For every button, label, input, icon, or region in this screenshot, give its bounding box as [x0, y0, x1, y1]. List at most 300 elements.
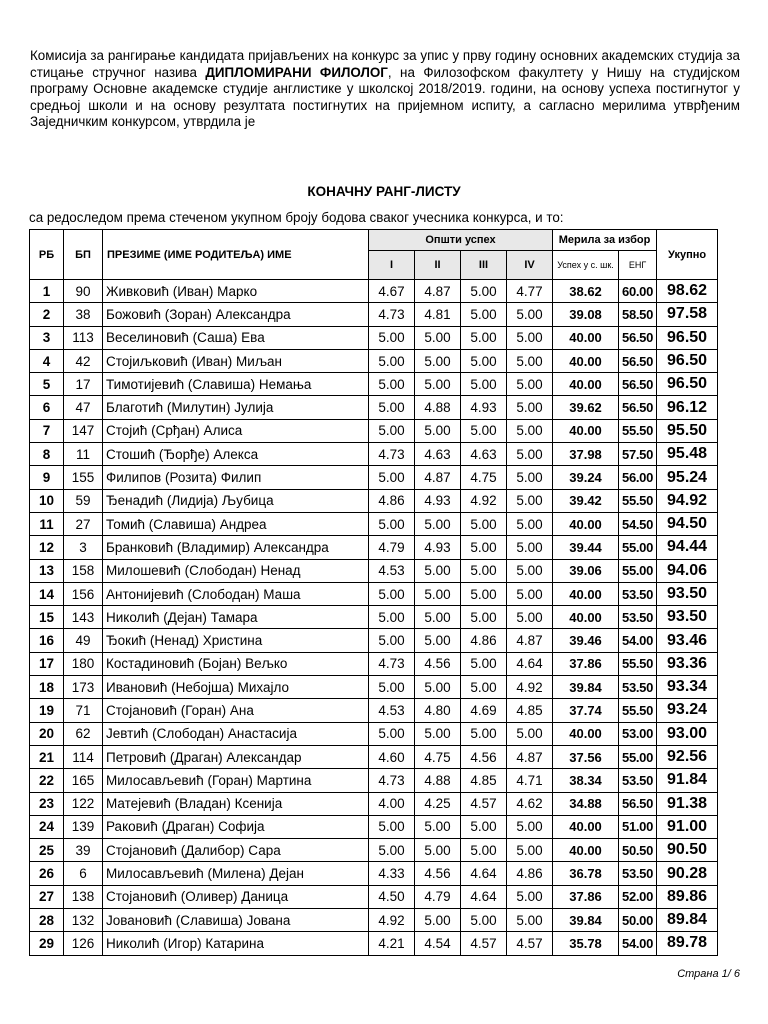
grade-4-cell: 5.00: [507, 606, 553, 629]
table-row: [30, 862, 718, 885]
grade-4-cell: 5.00: [507, 885, 553, 908]
rank-cell: 6: [30, 396, 64, 419]
grade-2-cell: 4.93: [415, 489, 461, 512]
total-cell: 94.44: [657, 536, 718, 559]
table-row: [30, 932, 718, 955]
bp-cell: 165: [64, 769, 103, 792]
grade-3-cell: 4.85: [461, 769, 507, 792]
school-success-cell: 40.00: [553, 582, 619, 605]
eng-cell: 57.50: [619, 443, 657, 466]
grade-1-cell: 4.79: [369, 536, 415, 559]
name-cell: Петровић (Драган) Александар: [103, 745, 369, 768]
eng-cell: 56.50: [619, 792, 657, 815]
header-bp: БП: [64, 230, 103, 280]
bp-cell: 158: [64, 559, 103, 582]
grade-1-cell: 4.73: [369, 443, 415, 466]
rank-cell: 26: [30, 862, 64, 885]
grade-1-cell: 4.53: [369, 559, 415, 582]
name-cell: Стошић (Ђорђе) Алекса: [103, 443, 369, 466]
total-cell: 89.86: [657, 885, 718, 908]
name-cell: Бранковић (Владимир) Александра: [103, 536, 369, 559]
grade-3-cell: 5.00: [461, 349, 507, 372]
school-success-cell: 38.34: [553, 769, 619, 792]
grade-2-cell: 4.56: [415, 652, 461, 675]
header-total: Укупно: [657, 230, 718, 280]
eng-cell: 54.00: [619, 932, 657, 955]
school-success-cell: 34.88: [553, 792, 619, 815]
name-cell: Милосављевић (Горан) Мартина: [103, 769, 369, 792]
rank-cell: 2: [30, 303, 64, 326]
eng-cell: 51.00: [619, 815, 657, 838]
total-cell: 96.12: [657, 396, 718, 419]
grade-1-cell: 4.00: [369, 792, 415, 815]
total-cell: 90.28: [657, 862, 718, 885]
school-success-cell: 39.24: [553, 466, 619, 489]
total-cell: 96.50: [657, 326, 718, 349]
school-success-cell: 39.42: [553, 489, 619, 512]
grade-2-cell: 4.54: [415, 932, 461, 955]
bp-cell: 38: [64, 303, 103, 326]
bp-cell: 49: [64, 629, 103, 652]
grade-1-cell: 4.73: [369, 303, 415, 326]
eng-cell: 55.50: [619, 699, 657, 722]
rank-cell: 24: [30, 815, 64, 838]
bp-cell: 138: [64, 885, 103, 908]
eng-cell: 53.00: [619, 722, 657, 745]
degree-title: ДИПЛОМИРАНИ ФИЛОЛОГ: [205, 64, 388, 80]
grade-4-cell: 4.64: [507, 652, 553, 675]
intro-text-before: Комисија за рангирање кандидата пријављених на конкурс за упис у прву годину основних академских студија за стицање стручног назива: [30, 48, 740, 80]
grade-4-cell: 5.00: [507, 536, 553, 559]
bp-cell: 155: [64, 466, 103, 489]
header-grade-1: I: [369, 251, 415, 280]
grade-4-cell: 5.00: [507, 909, 553, 932]
table-row: [30, 396, 718, 419]
name-cell: Николић (Игор) Катарина: [103, 932, 369, 955]
grade-4-cell: 5.00: [507, 489, 553, 512]
rank-cell: 1: [30, 280, 64, 303]
bp-cell: 47: [64, 396, 103, 419]
table-row: [30, 536, 718, 559]
grade-2-cell: 4.80: [415, 699, 461, 722]
bp-cell: 6: [64, 862, 103, 885]
eng-cell: 53.50: [619, 769, 657, 792]
grade-1-cell: 4.50: [369, 885, 415, 908]
grade-2-cell: 5.00: [415, 419, 461, 442]
grade-4-cell: 4.57: [507, 932, 553, 955]
table-row: [30, 745, 718, 768]
grade-1-cell: 5.00: [369, 326, 415, 349]
school-success-cell: 40.00: [553, 326, 619, 349]
page-number: Страна 1/ 6: [677, 968, 740, 980]
name-cell: Тимотијевић (Славиша) Немања: [103, 373, 369, 396]
bp-cell: 143: [64, 606, 103, 629]
grade-4-cell: 5.00: [507, 815, 553, 838]
rank-cell: 11: [30, 512, 64, 535]
grade-4-cell: 5.00: [507, 582, 553, 605]
table-row: [30, 466, 718, 489]
school-success-cell: 40.00: [553, 373, 619, 396]
grade-2-cell: 4.63: [415, 443, 461, 466]
grade-2-cell: 5.00: [415, 629, 461, 652]
bp-cell: 62: [64, 722, 103, 745]
grade-1-cell: 4.53: [369, 699, 415, 722]
rank-cell: 14: [30, 582, 64, 605]
grade-4-cell: 5.00: [507, 349, 553, 372]
grade-2-cell: 5.00: [415, 349, 461, 372]
grade-2-cell: 4.25: [415, 792, 461, 815]
grade-3-cell: 4.56: [461, 745, 507, 768]
rank-cell: 16: [30, 629, 64, 652]
total-cell: 91.00: [657, 815, 718, 838]
table-row: [30, 722, 718, 745]
grade-3-cell: 5.00: [461, 652, 507, 675]
rank-cell: 5: [30, 373, 64, 396]
bp-cell: 180: [64, 652, 103, 675]
name-cell: Стојић (Срђан) Алиса: [103, 419, 369, 442]
grade-2-cell: 5.00: [415, 839, 461, 862]
bp-cell: 71: [64, 699, 103, 722]
grade-3-cell: 4.86: [461, 629, 507, 652]
grade-1-cell: 5.00: [369, 466, 415, 489]
bp-cell: 156: [64, 582, 103, 605]
bp-cell: 173: [64, 676, 103, 699]
school-success-cell: 39.84: [553, 909, 619, 932]
rank-cell: 19: [30, 699, 64, 722]
eng-cell: 56.50: [619, 349, 657, 372]
grade-1-cell: 5.00: [369, 839, 415, 862]
eng-cell: 56.50: [619, 326, 657, 349]
grade-3-cell: 5.00: [461, 280, 507, 303]
bp-cell: 59: [64, 489, 103, 512]
rank-cell: 12: [30, 536, 64, 559]
bp-cell: 126: [64, 932, 103, 955]
grade-1-cell: 5.00: [369, 606, 415, 629]
total-cell: 91.84: [657, 769, 718, 792]
school-success-cell: 35.78: [553, 932, 619, 955]
table-row: [30, 582, 718, 605]
grade-3-cell: 5.00: [461, 815, 507, 838]
school-success-cell: 39.08: [553, 303, 619, 326]
table-row: [30, 652, 718, 675]
name-cell: Стојановић (Оливер) Даница: [103, 885, 369, 908]
total-cell: 89.78: [657, 932, 718, 955]
name-cell: Стојановић (Горан) Ана: [103, 699, 369, 722]
table-row: [30, 489, 718, 512]
grade-2-cell: 5.00: [415, 512, 461, 535]
rank-cell: 25: [30, 839, 64, 862]
grade-4-cell: 4.92: [507, 676, 553, 699]
eng-cell: 53.50: [619, 862, 657, 885]
grade-4-cell: 5.00: [507, 396, 553, 419]
grade-4-cell: 5.00: [507, 326, 553, 349]
grade-3-cell: 4.57: [461, 792, 507, 815]
bp-cell: 132: [64, 909, 103, 932]
header-name: ПРЕЗИМЕ (ИМЕ РОДИТЕЉА) ИМЕ: [103, 230, 369, 280]
grade-4-cell: 5.00: [507, 722, 553, 745]
name-cell: Милошевић (Слободан) Ненад: [103, 559, 369, 582]
grade-4-cell: 4.77: [507, 280, 553, 303]
page-title: КОНАЧНУ РАНГ-ЛИСТУ: [307, 184, 461, 199]
eng-cell: 58.50: [619, 303, 657, 326]
table-row: [30, 559, 718, 582]
bp-cell: 113: [64, 326, 103, 349]
eng-cell: 53.50: [619, 676, 657, 699]
grade-3-cell: 5.00: [461, 419, 507, 442]
grade-2-cell: 4.81: [415, 303, 461, 326]
table-row: [30, 699, 718, 722]
grade-3-cell: 5.00: [461, 676, 507, 699]
bp-cell: 90: [64, 280, 103, 303]
intro-paragraph: [30, 48, 740, 131]
table-row: [30, 676, 718, 699]
header-grade-4: IV: [507, 251, 553, 280]
name-cell: Јевтић (Слободан) Анастасија: [103, 722, 369, 745]
eng-cell: 56.50: [619, 396, 657, 419]
grade-4-cell: 4.87: [507, 629, 553, 652]
table-body: [30, 280, 718, 956]
grade-3-cell: 5.00: [461, 326, 507, 349]
table-row: [30, 349, 718, 372]
grade-2-cell: 5.00: [415, 606, 461, 629]
school-success-cell: 40.00: [553, 839, 619, 862]
school-success-cell: 37.86: [553, 652, 619, 675]
bp-cell: 122: [64, 792, 103, 815]
grade-3-cell: 4.64: [461, 862, 507, 885]
header-school-success: Успех у с. шк.: [553, 251, 619, 280]
total-cell: 92.56: [657, 745, 718, 768]
school-success-cell: 39.06: [553, 559, 619, 582]
grade-1-cell: 4.73: [369, 652, 415, 675]
grade-3-cell: 5.00: [461, 909, 507, 932]
school-success-cell: 38.62: [553, 280, 619, 303]
school-success-cell: 37.56: [553, 745, 619, 768]
rank-cell: 20: [30, 722, 64, 745]
eng-cell: 55.50: [619, 419, 657, 442]
name-cell: Милосављевић (Милена) Дејан: [103, 862, 369, 885]
grade-3-cell: 4.75: [461, 466, 507, 489]
header-criteria: Мерила за избор: [553, 230, 657, 251]
grade-3-cell: 4.69: [461, 699, 507, 722]
eng-cell: 50.50: [619, 839, 657, 862]
rank-cell: 18: [30, 676, 64, 699]
eng-cell: 55.50: [619, 652, 657, 675]
school-success-cell: 37.98: [553, 443, 619, 466]
school-success-cell: 36.78: [553, 862, 619, 885]
total-cell: 94.92: [657, 489, 718, 512]
school-success-cell: 40.00: [553, 512, 619, 535]
grade-2-cell: 5.00: [415, 815, 461, 838]
grade-3-cell: 4.92: [461, 489, 507, 512]
grade-1-cell: 4.67: [369, 280, 415, 303]
ranking-table: [29, 229, 718, 956]
name-cell: Божовић (Зоран) Александра: [103, 303, 369, 326]
eng-cell: 55.00: [619, 559, 657, 582]
header-general-success: Општи успех: [369, 230, 553, 251]
total-cell: 89.84: [657, 909, 718, 932]
grade-4-cell: 5.00: [507, 303, 553, 326]
table-row: [30, 792, 718, 815]
eng-cell: 55.50: [619, 489, 657, 512]
rank-cell: 4: [30, 349, 64, 372]
grade-3-cell: 4.63: [461, 443, 507, 466]
grade-1-cell: 4.86: [369, 489, 415, 512]
grade-2-cell: 5.00: [415, 722, 461, 745]
table-row: [30, 629, 718, 652]
total-cell: 95.48: [657, 443, 718, 466]
table-row: [30, 303, 718, 326]
grade-2-cell: 4.88: [415, 396, 461, 419]
grade-1-cell: 5.00: [369, 722, 415, 745]
rank-cell: 22: [30, 769, 64, 792]
eng-cell: 54.00: [619, 629, 657, 652]
rank-cell: 23: [30, 792, 64, 815]
total-cell: 93.34: [657, 676, 718, 699]
header-grade-2: II: [415, 251, 461, 280]
grade-2-cell: 4.87: [415, 466, 461, 489]
grade-1-cell: 5.00: [369, 629, 415, 652]
grade-3-cell: 5.00: [461, 373, 507, 396]
eng-cell: 50.00: [619, 909, 657, 932]
grade-2-cell: 4.87: [415, 280, 461, 303]
name-cell: Томић (Славиша) Андреа: [103, 512, 369, 535]
rank-cell: 3: [30, 326, 64, 349]
table-row: [30, 839, 718, 862]
header-eng: ЕНГ: [619, 251, 657, 280]
grade-4-cell: 5.00: [507, 466, 553, 489]
grade-2-cell: 4.93: [415, 536, 461, 559]
rank-cell: 7: [30, 419, 64, 442]
grade-1-cell: 4.33: [369, 862, 415, 885]
table-row: [30, 815, 718, 838]
eng-cell: 52.00: [619, 885, 657, 908]
grade-2-cell: 5.00: [415, 582, 461, 605]
grade-3-cell: 5.00: [461, 536, 507, 559]
grade-2-cell: 4.79: [415, 885, 461, 908]
eng-cell: 56.50: [619, 373, 657, 396]
total-cell: 93.36: [657, 652, 718, 675]
grade-1-cell: 5.00: [369, 396, 415, 419]
name-cell: Антонијевић (Слободан) Маша: [103, 582, 369, 605]
grade-3-cell: 5.00: [461, 839, 507, 862]
grade-4-cell: 5.00: [507, 559, 553, 582]
rank-cell: 9: [30, 466, 64, 489]
header-grade-3: III: [461, 251, 507, 280]
grade-2-cell: 5.00: [415, 559, 461, 582]
name-cell: Ђокић (Ненад) Христина: [103, 629, 369, 652]
name-cell: Благотић (Милутин) Јулија: [103, 396, 369, 419]
grade-4-cell: 5.00: [507, 419, 553, 442]
grade-3-cell: 5.00: [461, 606, 507, 629]
eng-cell: 55.00: [619, 536, 657, 559]
grade-3-cell: 5.00: [461, 722, 507, 745]
list-subtitle: са редоследом према стеченом укупном броју бодова сваког учесника конкурса, и то:: [29, 210, 564, 225]
grade-1-cell: 4.73: [369, 769, 415, 792]
name-cell: Стојановић (Далибор) Сара: [103, 839, 369, 862]
bp-cell: 39: [64, 839, 103, 862]
school-success-cell: 40.00: [553, 722, 619, 745]
eng-cell: 60.00: [619, 280, 657, 303]
grade-4-cell: 5.00: [507, 373, 553, 396]
grade-2-cell: 5.00: [415, 909, 461, 932]
total-cell: 93.50: [657, 582, 718, 605]
bp-cell: 42: [64, 349, 103, 372]
bp-cell: 17: [64, 373, 103, 396]
grade-3-cell: 4.93: [461, 396, 507, 419]
table-row: [30, 909, 718, 932]
grade-1-cell: 4.60: [369, 745, 415, 768]
intro-text-after: , на Филозофском факултету у Нишу на студијском програму Основне академске студије англистике у школској 2018/2019. години, на основу успеха постигнутог у средњој школи и на основу резултата постигнутих на пријемном испиту, а сагласно мерилима утврђеним Заједничким конкурсом, утврдила је: [30, 64, 740, 130]
total-cell: 90.50: [657, 839, 718, 862]
table-row: [30, 606, 718, 629]
grade-2-cell: 5.00: [415, 373, 461, 396]
total-cell: 94.06: [657, 559, 718, 582]
name-cell: Матејевић (Владан) Ксенија: [103, 792, 369, 815]
school-success-cell: 40.00: [553, 419, 619, 442]
rank-cell: 28: [30, 909, 64, 932]
bp-cell: 3: [64, 536, 103, 559]
grade-1-cell: 4.21: [369, 932, 415, 955]
name-cell: Стојиљковић (Иван) Миљан: [103, 349, 369, 372]
grade-2-cell: 5.00: [415, 326, 461, 349]
total-cell: 93.50: [657, 606, 718, 629]
total-cell: 93.46: [657, 629, 718, 652]
name-cell: Костадиновић (Бојан) Вељко: [103, 652, 369, 675]
table-row: [30, 512, 718, 535]
school-success-cell: 40.00: [553, 349, 619, 372]
grade-1-cell: 5.00: [369, 676, 415, 699]
school-success-cell: 37.74: [553, 699, 619, 722]
grade-3-cell: 5.00: [461, 303, 507, 326]
grade-2-cell: 4.75: [415, 745, 461, 768]
total-cell: 97.58: [657, 303, 718, 326]
rank-cell: 27: [30, 885, 64, 908]
total-cell: 96.50: [657, 349, 718, 372]
bp-cell: 147: [64, 419, 103, 442]
rank-cell: 8: [30, 443, 64, 466]
table-row: [30, 885, 718, 908]
grade-3-cell: 4.57: [461, 932, 507, 955]
grade-3-cell: 4.64: [461, 885, 507, 908]
bp-cell: 11: [64, 443, 103, 466]
grade-4-cell: 4.86: [507, 862, 553, 885]
rank-cell: 17: [30, 652, 64, 675]
eng-cell: 55.00: [619, 745, 657, 768]
name-cell: Раковић (Драган) Софија: [103, 815, 369, 838]
total-cell: 93.24: [657, 699, 718, 722]
eng-cell: 54.50: [619, 512, 657, 535]
bp-cell: 114: [64, 745, 103, 768]
rank-cell: 10: [30, 489, 64, 512]
grade-4-cell: 5.00: [507, 512, 553, 535]
grade-4-cell: 4.87: [507, 745, 553, 768]
header-rb: РБ: [30, 230, 64, 280]
school-success-cell: 39.84: [553, 676, 619, 699]
grade-4-cell: 5.00: [507, 839, 553, 862]
table-row: [30, 326, 718, 349]
grade-2-cell: 4.88: [415, 769, 461, 792]
bp-cell: 139: [64, 815, 103, 838]
eng-cell: 53.50: [619, 606, 657, 629]
rank-cell: 15: [30, 606, 64, 629]
eng-cell: 53.50: [619, 582, 657, 605]
rank-cell: 13: [30, 559, 64, 582]
grade-4-cell: 5.00: [507, 443, 553, 466]
school-success-cell: 39.62: [553, 396, 619, 419]
grade-2-cell: 5.00: [415, 676, 461, 699]
grade-1-cell: 5.00: [369, 512, 415, 535]
grade-3-cell: 5.00: [461, 559, 507, 582]
